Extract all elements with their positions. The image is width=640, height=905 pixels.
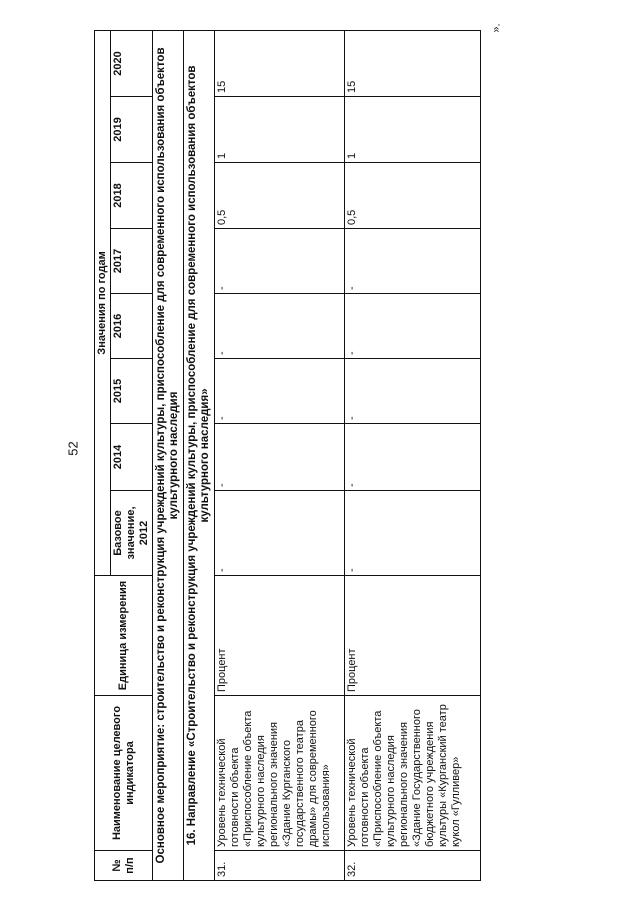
header-row-1 xyxy=(95,30,111,880)
row-value: 15 xyxy=(345,30,481,96)
section-16: 16. Направление «Строительство и реконструкция учреждений культуры, приспособление для современного использования объектов культурного наследия» xyxy=(184,30,215,880)
header-year: 2019 xyxy=(111,97,153,163)
row-value: 15 xyxy=(215,30,345,96)
header-year: 2017 xyxy=(111,229,153,294)
header-base: Базовое значение, 2012 xyxy=(111,491,153,576)
row-value: - xyxy=(345,229,481,294)
header-year: 2018 xyxy=(111,163,153,229)
row-unit: Процент xyxy=(345,576,481,696)
header-name: Наименование целевого индикатора xyxy=(95,696,153,851)
row-indicator-name: Уровень технической готовности объекта «Приспособление объекта культурного наследия регионального значения «Здание Государственного бюджетного учреждения культуры «Курганский театр кукол «Гулливер» xyxy=(345,696,481,851)
row-base-value: - xyxy=(215,491,345,576)
row-num: 31. xyxy=(215,851,345,881)
row-unit: Процент xyxy=(215,576,345,696)
page-number: 52 xyxy=(65,441,81,456)
row-value: - xyxy=(215,424,345,491)
section-main: Основное мероприятие: строительство и реконструкция учреждений культуры, приспособление для современного использования объектов культурного наследия xyxy=(153,30,184,880)
table-row xyxy=(215,30,345,880)
header-values-group: Значения по годам xyxy=(95,30,111,575)
header-year: 2016 xyxy=(111,294,153,359)
header-year: 2015 xyxy=(111,359,153,424)
row-value: - xyxy=(345,424,481,491)
row-base-value: - xyxy=(345,491,481,576)
row-value: 0,5 xyxy=(345,163,481,229)
rotated-table-wrapper xyxy=(94,31,494,881)
section-main-row xyxy=(153,30,184,880)
header-num: № п/п xyxy=(95,851,153,881)
row-value: - xyxy=(345,294,481,359)
rotated-page xyxy=(94,31,494,881)
row-indicator-name: Уровень технической готовности объекта «Приспособление объекта культурного наследия регионального значения «Здание Курганского государственного театра драмы» для современного использования» xyxy=(215,696,345,851)
row-value: - xyxy=(215,229,345,294)
row-value: - xyxy=(215,359,345,424)
section-16-row xyxy=(184,30,215,880)
closing-quote: ». xyxy=(490,23,503,33)
indicators-table xyxy=(94,30,481,881)
row-value: 1 xyxy=(345,97,481,163)
header-year: 2014 xyxy=(111,424,153,491)
row-value: 1 xyxy=(215,97,345,163)
table-row xyxy=(345,30,481,880)
row-value: - xyxy=(215,294,345,359)
row-num: 32. xyxy=(345,851,481,881)
header-unit: Единица измерения xyxy=(95,576,153,696)
row-value: 0,5 xyxy=(215,163,345,229)
row-value: - xyxy=(345,359,481,424)
header-year: 2020 xyxy=(111,30,153,96)
